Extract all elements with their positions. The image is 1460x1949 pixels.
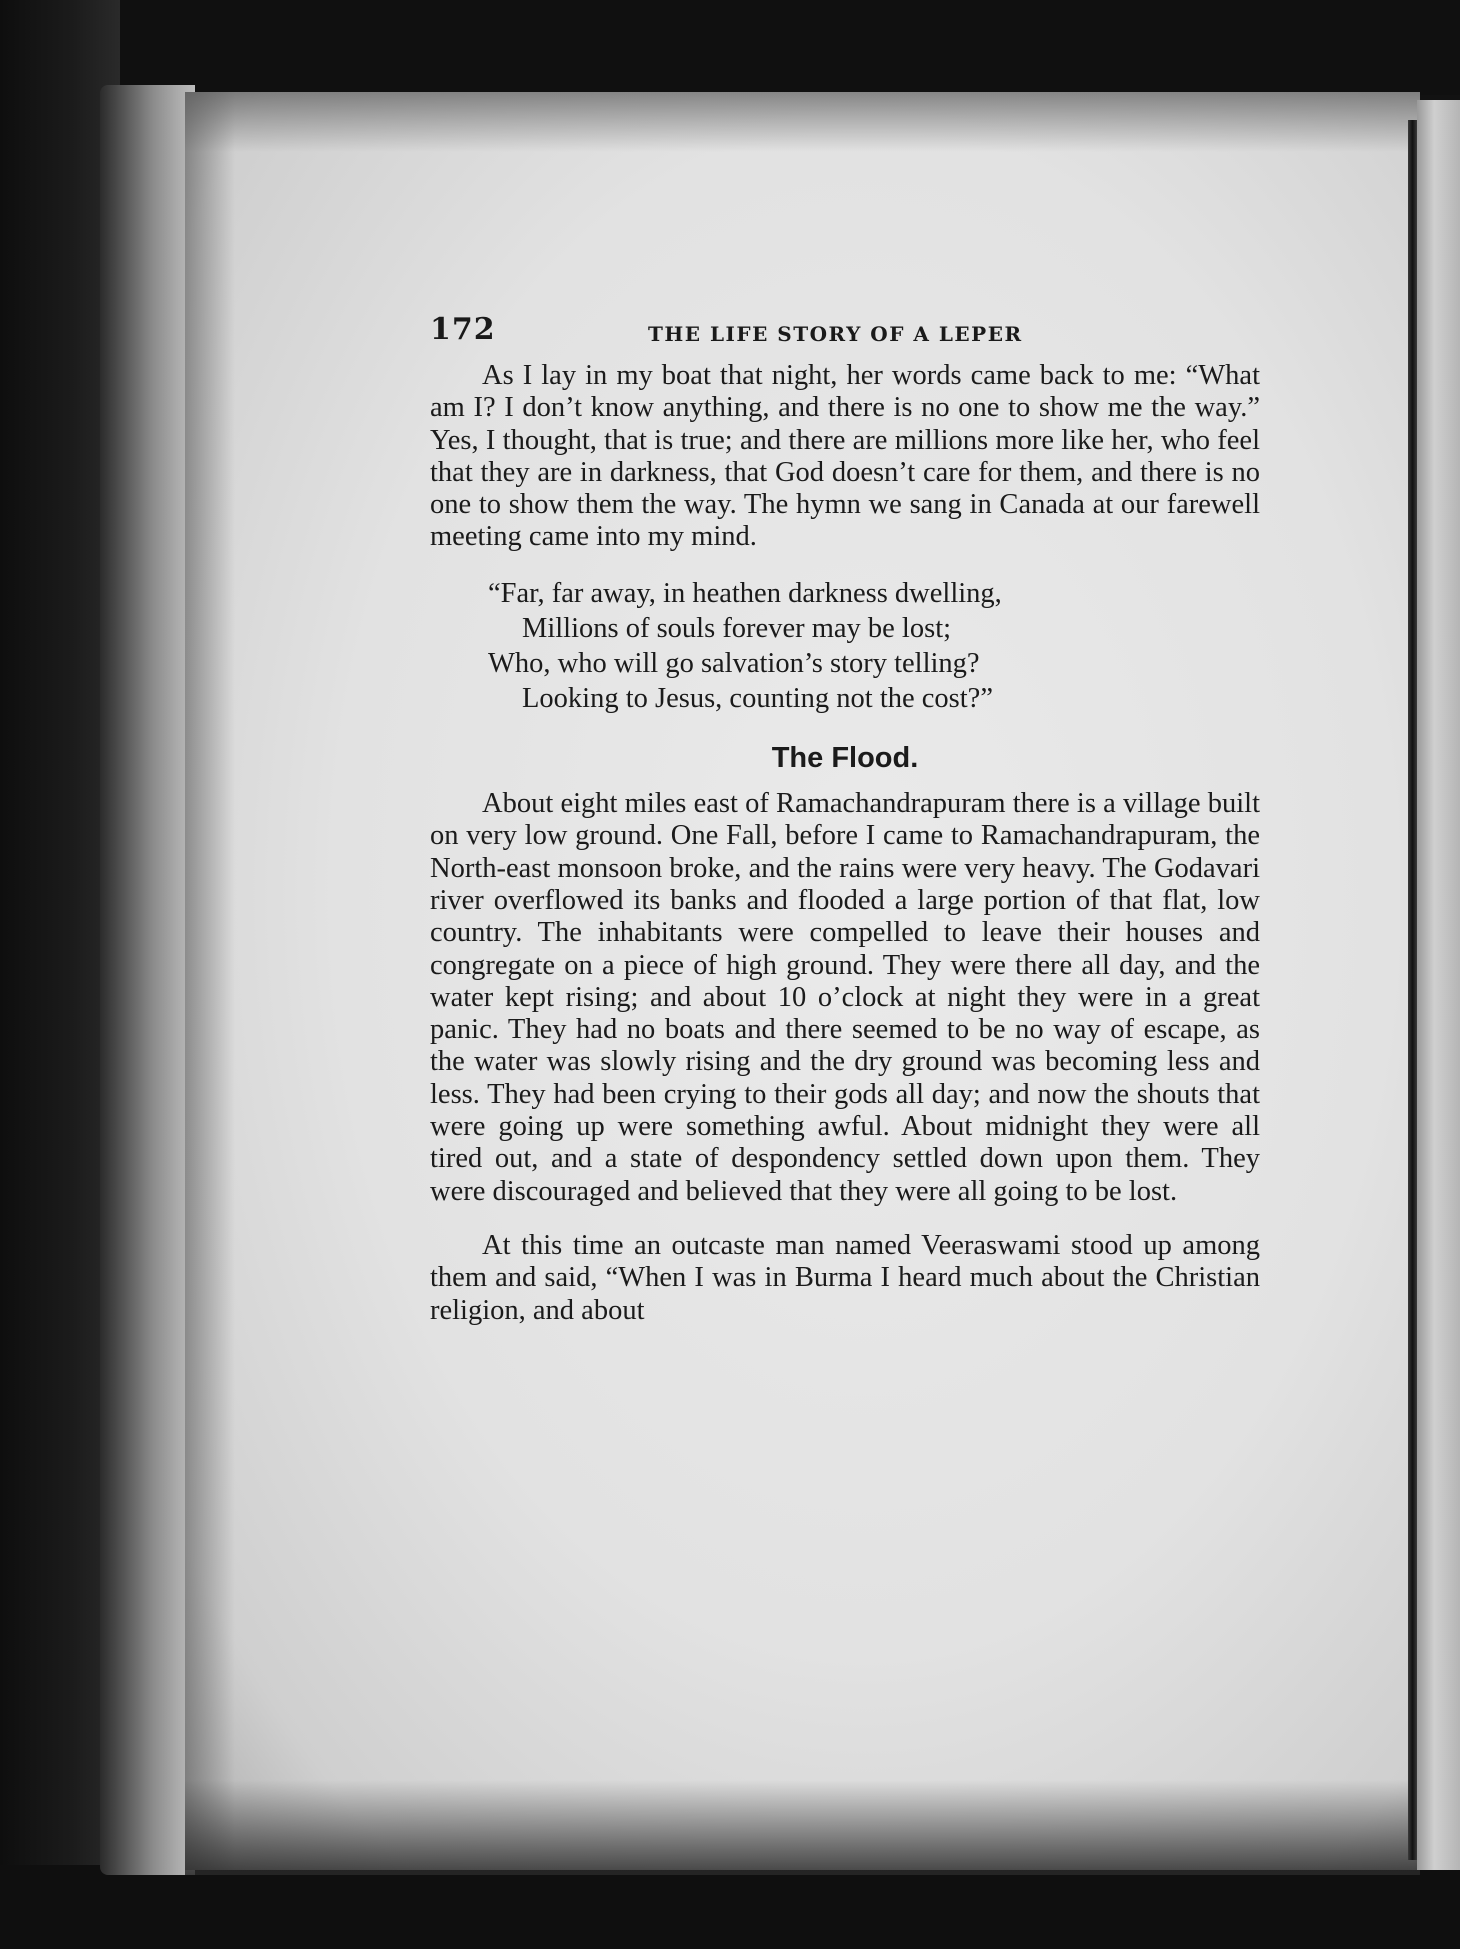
- facing-page-edge: [1417, 100, 1460, 1870]
- hymn-line-1: “Far, far away, in heathen darkness dwelling,: [488, 577, 1002, 609]
- book-gutter: [1408, 120, 1417, 1860]
- page-top-shadow: [185, 92, 1420, 152]
- scan-border-bottom: [0, 1865, 1460, 1949]
- page-body: [430, 360, 1260, 1327]
- hymn-line-4: Looking to Jesus, counting not the cost?”: [522, 682, 993, 714]
- hymn-line-2: Millions of souls forever may be lost;: [522, 612, 952, 644]
- page-number: 172: [430, 312, 496, 347]
- book-page-edges: [100, 85, 195, 1875]
- paragraph-veeraswami: At this time an outcaste man named Veeraswami stood up among them and said, “When I was in Burma I heard much about the Christian religion, and about: [430, 1229, 1260, 1326]
- spacer: [430, 554, 1260, 576]
- hymn-line-3: Who, who will go salvation’s story telling?: [488, 647, 980, 679]
- spacer: [430, 1208, 1260, 1230]
- page-header: [430, 312, 1260, 352]
- paragraph-flood: About eight miles east of Ramachandrapuram there is a village built on very low ground. One Fall, before I came to Ramachandrapuram, the North-east monsoon broke, and the rains were very heavy. The Godavari river overflowed its banks and flooded a large portion of that flat, low country. The inhabitants were compelled to leave their houses and congregate on a piece of high ground. They were there all day, and the water kept rising; and about 10 o’clock at night they were in a great panic. They had no boats and there seemed to be no way of escape, as the water was slowly rising and the dry ground was becoming less and less. They had been crying to their gods all day; and now the shouts that were going up were something awful. About midnight they were all tired out, and a state of despondency settled down upon them. They were discouraged and believed that they were all going to be lost.: [430, 788, 1260, 1207]
- hymn-quote: [488, 576, 1260, 716]
- section-heading: The Flood.: [771, 741, 919, 774]
- paragraph-boat-night: As I lay in my boat that night, her words came back to me: “What am I? I don’t know anything, and there is no one to show me the way.” Yes, I thought, that is true; and there are millions more like her, who feel that they are in darkness, that God doesn’t care for them, and there is no one to show them the way. The hymn we sang in Canada at our farewell meeting came into my mind.: [430, 360, 1260, 553]
- scan-border-top: [0, 0, 1460, 95]
- running-head: THE LIFE STORY OF A LEPER: [648, 322, 1023, 346]
- page-bottom-shadow: [185, 1780, 1420, 1875]
- page-left-shadow: [185, 92, 235, 1870]
